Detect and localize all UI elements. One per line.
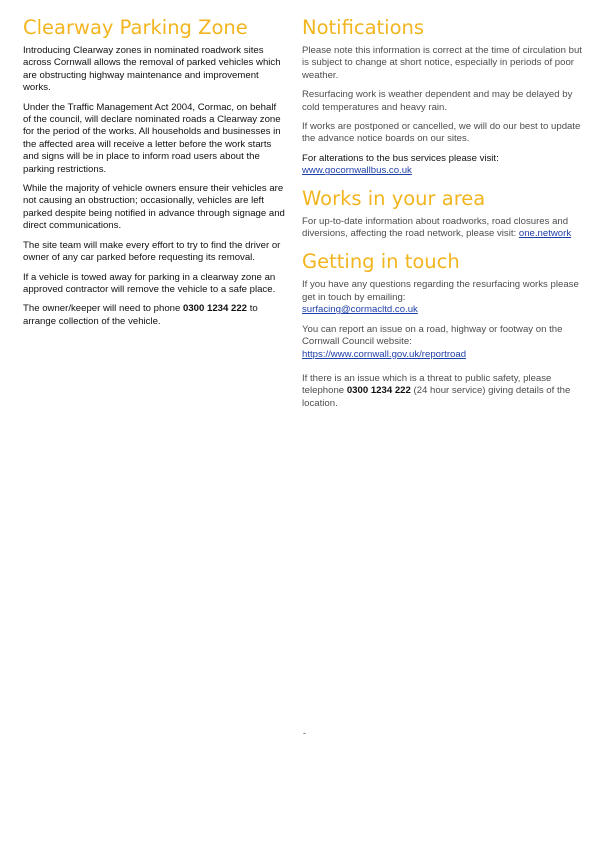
safety-text-post: (24 hour service) giving details of the location. <box>302 385 571 409</box>
notifications-bus <box>302 153 584 178</box>
contact-heading: Getting in touch <box>302 250 460 274</box>
contact-report-info <box>302 324 584 361</box>
clearway-site-team: The site team will make every effort to try to find the driver or owner of any car parked before requesting its removal. <box>23 239 281 264</box>
bus-link[interactable]: www.gocornwallbus.co.uk <box>302 165 412 177</box>
clearway-towed: If a vehicle is towed away for parking in a clearway zone an approved contractor will remove the vehicle to a safe place. <box>23 271 276 295</box>
collection-phone: 0300 1234 222 <box>183 303 248 315</box>
clearway-intro: Introducing Clearway zones in nominated roadwork sites across Cornwall allows the removal of parked vehicles which are obstructing highway maintenance and improvement works. <box>23 45 281 94</box>
contact-email-text: If you have any questions regarding the resurfacing works please get in touch by emailing: <box>302 279 579 303</box>
one-network-link[interactable]: one.network <box>518 228 572 240</box>
works-text: For up-to-date information about roadworks, road closures and diversions, affecting the road network, please visit: <box>302 215 569 240</box>
notifications-weather: Resurfacing work is weather dependent and may be delayed by cold temperatures and heavy rain. <box>302 89 573 113</box>
contact-email-info <box>302 279 584 316</box>
notifications-correct: Please note this information is correct at the time of circulation but is subject to change at short notice, especially in periods of poor weather. <box>302 45 582 81</box>
contact-report-text: You can report an issue on a road, highway or footway on the Cornwall Council website: <box>302 323 563 348</box>
clearway-traffic-act: Under the Traffic Management Act 2004, Cormac, on behalf of the council, will declare nominated roads a Clearway zone for the period of the works. All households and businesses in the affected area will receive a letter before the work starts and signs will be in place to inform road users about the parking restrictions. <box>23 101 281 175</box>
safety-text-pre: If there is an issue which is a threat to public safety, please telephone <box>302 372 552 397</box>
safety-phone: 0300 1234 222 <box>346 385 411 397</box>
right-column <box>302 16 584 417</box>
contact-safety-info <box>302 373 584 410</box>
report-road-link[interactable]: https://www.cornwall.gov.uk/reportroad <box>302 348 467 360</box>
works-info <box>302 216 584 241</box>
clearway-heading: Clearway Parking Zone <box>23 16 248 39</box>
footer-mark: - <box>303 728 306 738</box>
email-link[interactable]: surfacing@cormacltd.co.uk <box>302 304 418 316</box>
works-heading: Works in your area <box>302 186 486 210</box>
clearway-obstruction: While the majority of vehicle owners ensure their vehicles are not causing an obstruction; occasionally, vehicles are left parked despite being notified in advance through signage and direct communications. <box>23 183 285 232</box>
left-column <box>23 16 286 335</box>
clearway-collection <box>23 303 286 328</box>
notifications-postponed: If works are postponed or cancelled, we will do our best to update the advance notice boards on our sites. <box>302 121 581 145</box>
bus-label: For alterations to the bus services please visit: <box>302 152 499 164</box>
notifications-heading: Notifications <box>302 16 425 39</box>
collection-text-post: to arrange collection of the vehicle. <box>23 303 258 327</box>
collection-text-pre: The owner/keeper will need to phone <box>23 303 183 315</box>
